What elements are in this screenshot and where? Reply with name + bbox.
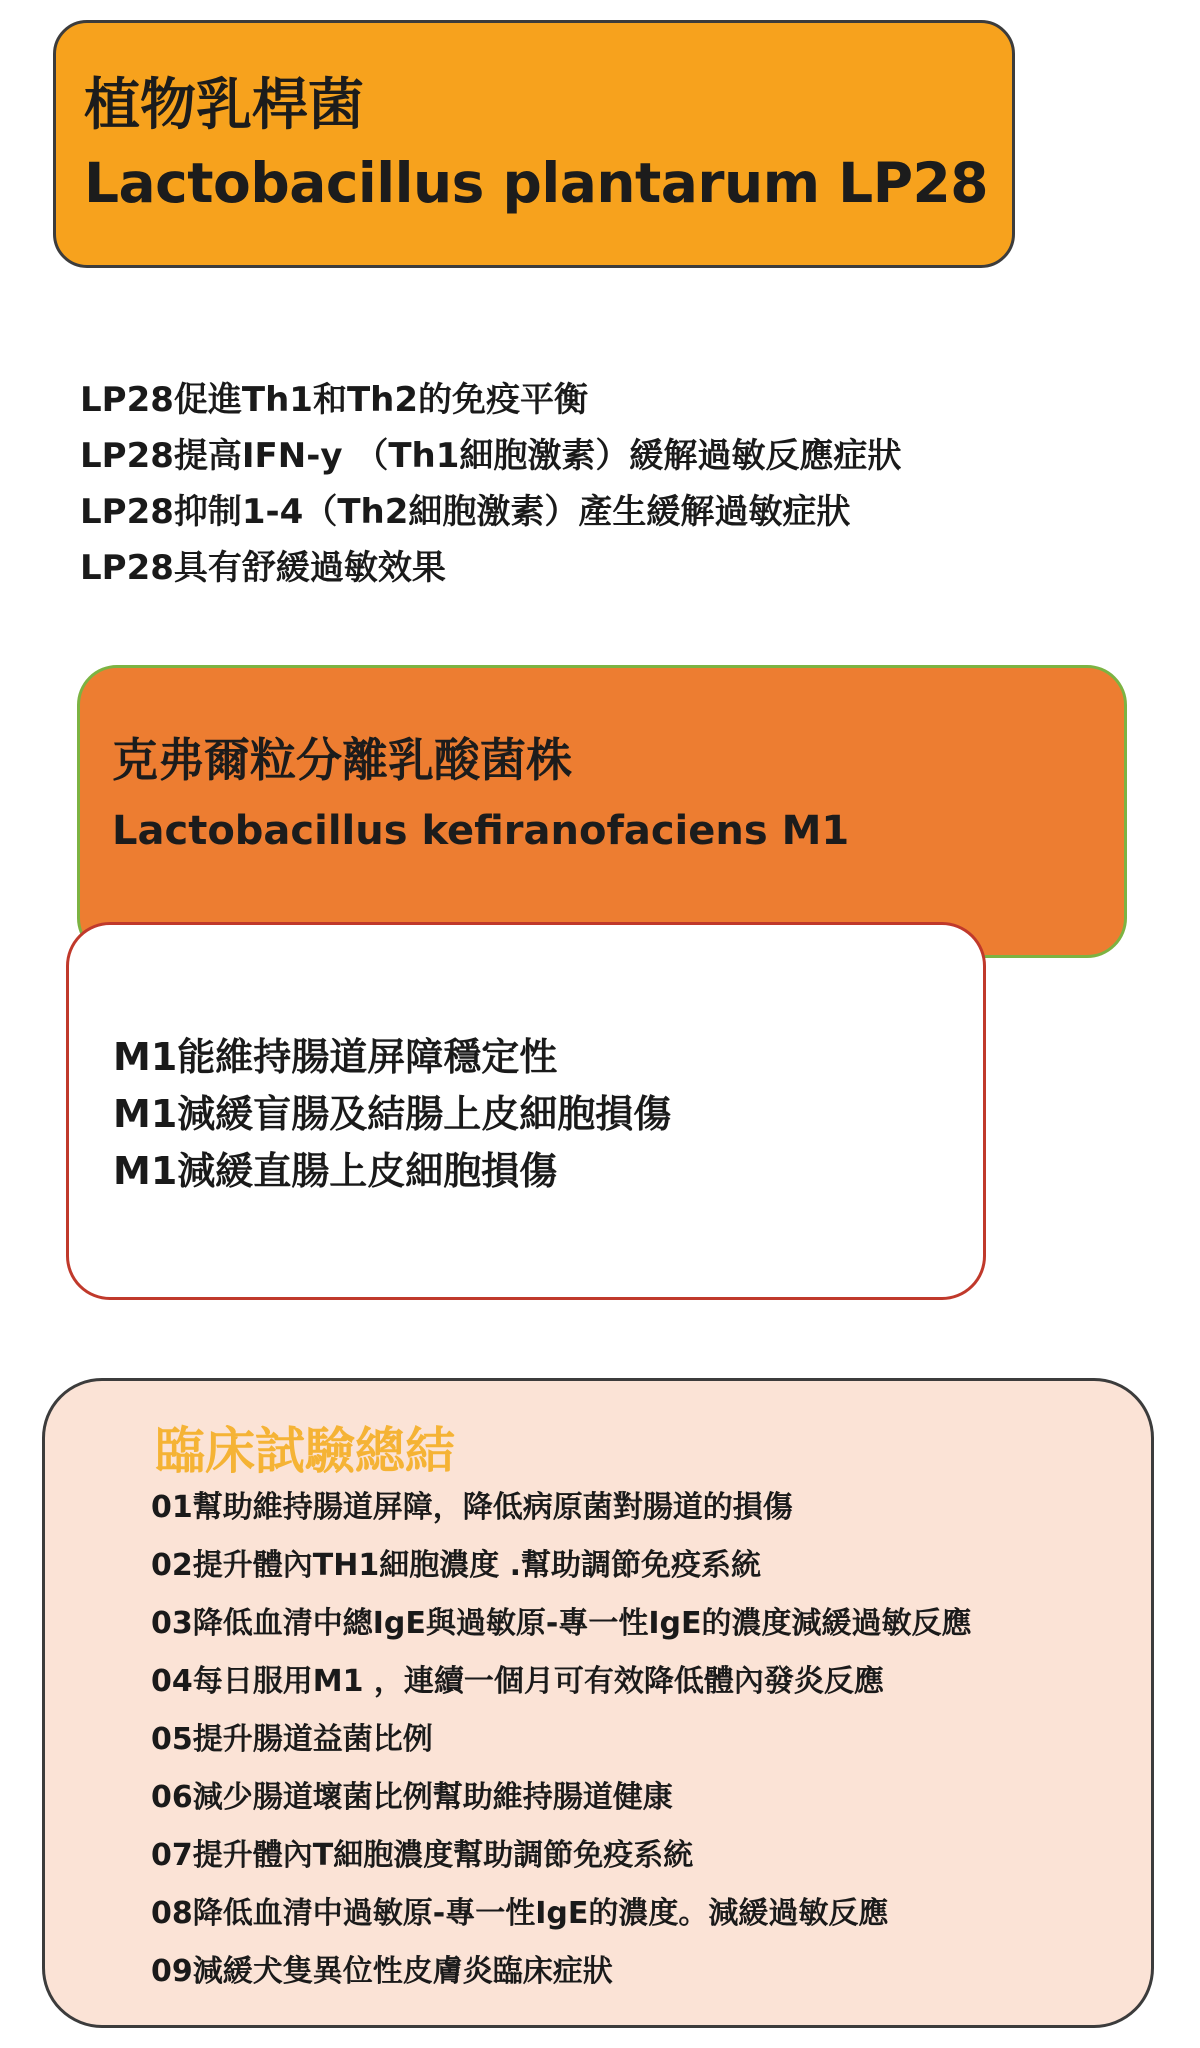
clinical-point: 07提升體內T細胞濃度幫助調節免疫系統 — [151, 1838, 694, 1873]
clinical-point: 09減緩犬隻異位性皮膚炎臨床症狀 — [151, 1954, 613, 1989]
m1-point: M1能維持腸道屏障穩定性 — [113, 1035, 558, 1079]
clinical-point: 03降低血清中總IgE與過敏原-專一性IgE的濃度減緩過敏反應 — [151, 1606, 972, 1641]
clinical-point: 02提升體內TH1細胞濃度 .幫助調節免疫系統 — [151, 1548, 762, 1583]
m1-point: M1減緩直腸上皮細胞損傷 — [113, 1149, 558, 1193]
m1-title-english: Lactobacillus kefiranofaciens M1 — [112, 808, 850, 854]
m1-point: M1減緩盲腸及結腸上皮細胞損傷 — [113, 1092, 672, 1136]
clinical-point: 08降低血清中過敏原-專一性IgE的濃度。減緩過敏反應 — [151, 1896, 889, 1931]
m1-title-chinese: 克弗爾粒分離乳酸菌株 — [112, 733, 572, 787]
m1-points-list — [113, 1029, 671, 1200]
clinical-point: 06減少腸道壞菌比例幫助維持腸道健康 — [151, 1780, 673, 1815]
clinical-summary-box — [42, 1378, 1154, 2028]
clinical-point: 04每日服用M1 ，連續一個月可有效降低體內發炎反應 — [151, 1664, 884, 1699]
lp28-title-english: Lactobacillus plantarum LP28 — [84, 151, 989, 215]
clinical-summary-title: 臨床試驗總結 — [155, 1422, 455, 1480]
clinical-point: 01幫助維持腸道屏障，降低病原菌對腸道的損傷 — [151, 1490, 793, 1525]
lp28-title-chinese: 植物乳桿菌 — [84, 73, 364, 138]
lp28-point: LP28抑制1-4（Th2細胞激素）產生緩解過敏症狀 — [80, 492, 851, 532]
clinical-points-list — [151, 1479, 971, 2001]
clinical-point: 05提升腸道益菌比例 — [151, 1722, 433, 1757]
lp28-point: LP28促進Th1和Th2的免疫平衡 — [80, 380, 589, 420]
lp28-point: LP28提高IFN-y （Th1細胞激素）緩解過敏反應症狀 — [80, 436, 902, 476]
m1-points-box — [66, 922, 986, 1300]
m1-header-box — [77, 665, 1127, 958]
lp28-point: LP28具有舒緩過敏效果 — [80, 548, 446, 588]
lp28-points-list — [80, 372, 901, 596]
lp28-header-box — [53, 20, 1015, 268]
